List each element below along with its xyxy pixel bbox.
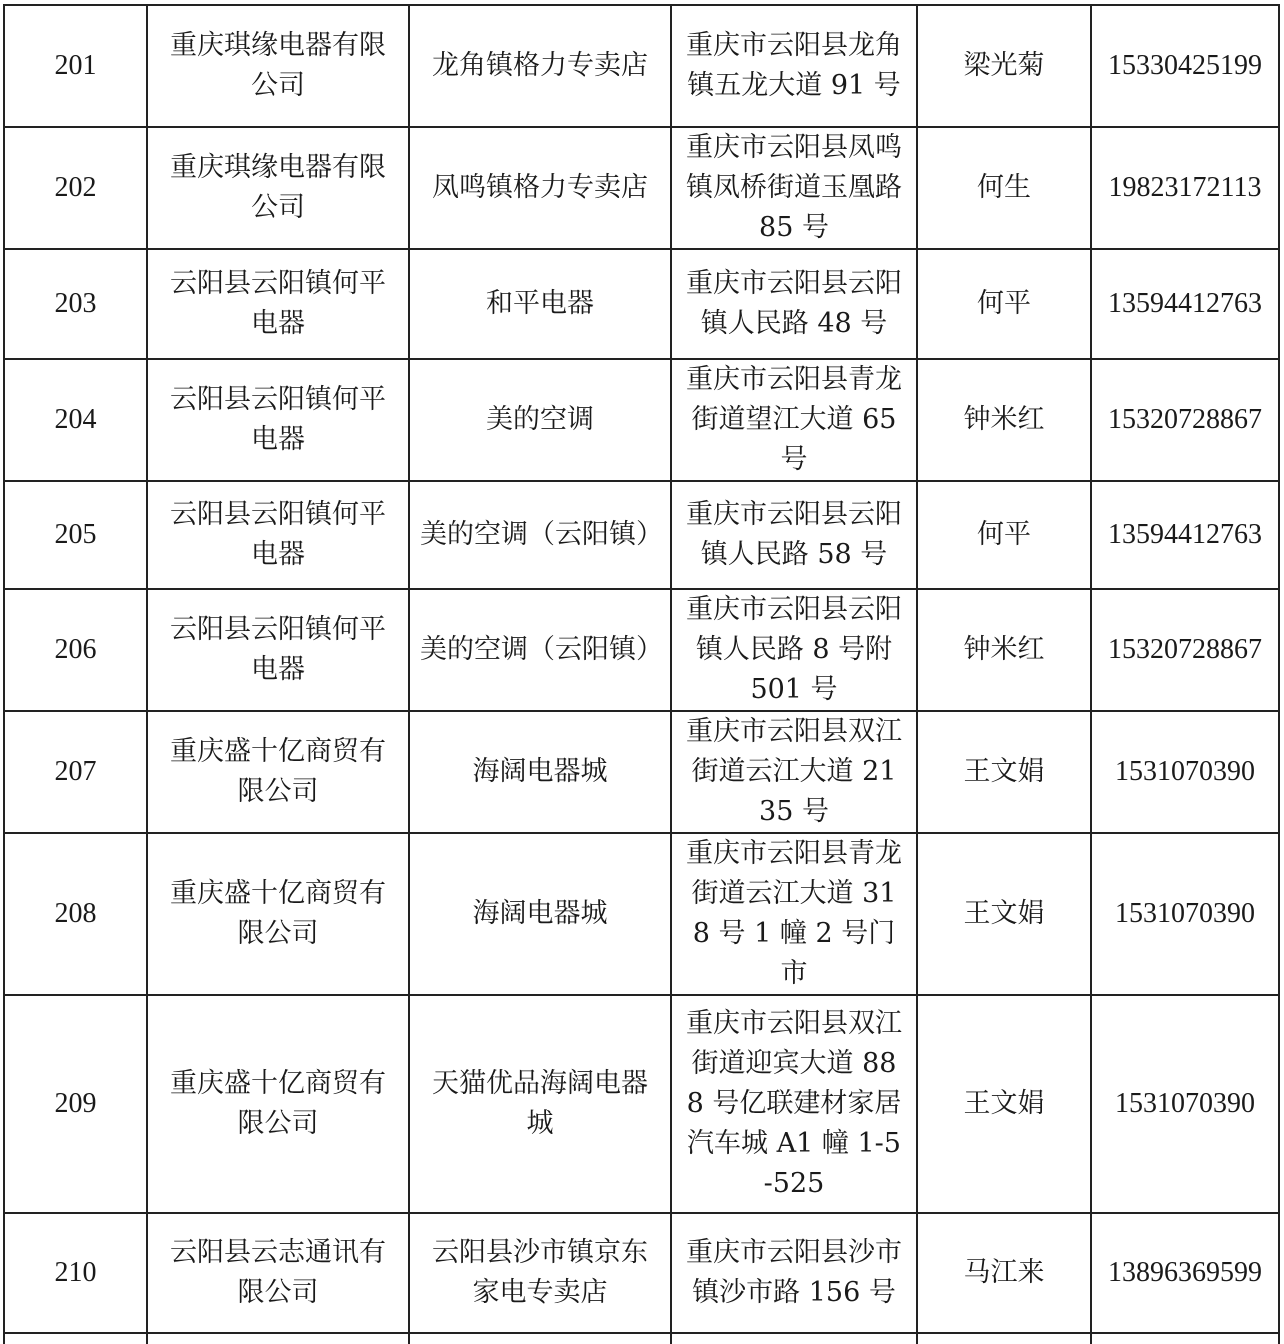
company-name: 云阳县云阳镇何平电器: [147, 589, 409, 711]
company-name: 云阳县云志通讯有限公司: [147, 1213, 409, 1333]
store-address: 重庆市云阳县青龙街道云江大道 318 号 1 幢 2 号门市: [671, 833, 917, 995]
contact-person: 何平: [917, 249, 1091, 359]
row-number: 205: [4, 481, 147, 589]
table-row: [4, 711, 1279, 833]
phone-number: 1531070390: [1091, 711, 1279, 833]
store-name: 海阔电器城: [409, 711, 671, 833]
row-number: 201: [4, 5, 147, 127]
phone-number: 13594412763: [1091, 481, 1279, 589]
table-row: [4, 481, 1279, 589]
table-cell-empty: [1091, 1333, 1279, 1344]
table-row: [4, 589, 1279, 711]
phone-number: 15330425199: [1091, 5, 1279, 127]
store-name: 天猫优品海阔电器城: [409, 995, 671, 1213]
contact-person: 何生: [917, 127, 1091, 249]
store-address: 重庆市云阳县龙角镇五龙大道 91 号: [671, 5, 917, 127]
contact-person: 马江来: [917, 1213, 1091, 1333]
table-row: [4, 833, 1279, 995]
row-number: 210: [4, 1213, 147, 1333]
row-number: 206: [4, 589, 147, 711]
table-cell-empty: [409, 1333, 671, 1344]
company-name: 重庆盛十亿商贸有限公司: [147, 711, 409, 833]
table-row: [4, 359, 1279, 481]
store-name: 海阔电器城: [409, 833, 671, 995]
table-cell-empty: [671, 1333, 917, 1344]
table-row: [4, 1213, 1279, 1333]
contact-person: 何平: [917, 481, 1091, 589]
company-name: 云阳县云阳镇何平电器: [147, 481, 409, 589]
store-name: 云阳县沙市镇京东家电专卖店: [409, 1213, 671, 1333]
contact-person: 钟米红: [917, 359, 1091, 481]
store-address: 重庆市云阳县沙市镇沙市路 156 号: [671, 1213, 917, 1333]
phone-number: 1531070390: [1091, 833, 1279, 995]
store-address: 重庆市云阳县双江街道迎宾大道 888 号亿联建材家居汽车城 A1 幢 1-5-525: [671, 995, 917, 1213]
company-name: 重庆琪缘电器有限公司: [147, 5, 409, 127]
phone-number: 13896369599: [1091, 1213, 1279, 1333]
store-name: 美的空调: [409, 359, 671, 481]
phone-number: 15320728867: [1091, 359, 1279, 481]
table-row: [4, 127, 1279, 249]
phone-number: 1531070390: [1091, 995, 1279, 1213]
company-name: 云阳县云阳镇何平电器: [147, 249, 409, 359]
row-number: 204: [4, 359, 147, 481]
store-address: 重庆市云阳县双江街道云江大道 2135 号: [671, 711, 917, 833]
table-cell-empty: [917, 1333, 1091, 1344]
phone-number: 15320728867: [1091, 589, 1279, 711]
store-address: 重庆市云阳县云阳镇人民路 48 号: [671, 249, 917, 359]
store-name: 和平电器: [409, 249, 671, 359]
store-name: 凤鸣镇格力专卖店: [409, 127, 671, 249]
dealer-table: [3, 4, 1280, 1344]
store-address: 重庆市云阳县青龙街道望江大道 65 号: [671, 359, 917, 481]
phone-number: 13594412763: [1091, 249, 1279, 359]
store-name: 美的空调（云阳镇）: [409, 589, 671, 711]
table-cell-empty: [4, 1333, 147, 1344]
company-name: 重庆盛十亿商贸有限公司: [147, 995, 409, 1213]
row-number: 202: [4, 127, 147, 249]
table-row-cut-off: [4, 1333, 1279, 1344]
table-row: [4, 5, 1279, 127]
store-address: 重庆市云阳县凤鸣镇凤桥街道玉凰路 85 号: [671, 127, 917, 249]
row-number: 209: [4, 995, 147, 1213]
store-name: 美的空调（云阳镇）: [409, 481, 671, 589]
row-number: 208: [4, 833, 147, 995]
table-cell-empty: [147, 1333, 409, 1344]
company-name: 重庆盛十亿商贸有限公司: [147, 833, 409, 995]
row-number: 203: [4, 249, 147, 359]
table-row: [4, 995, 1279, 1213]
phone-number: 19823172113: [1091, 127, 1279, 249]
store-address: 重庆市云阳县云阳镇人民路 58 号: [671, 481, 917, 589]
contact-person: 梁光菊: [917, 5, 1091, 127]
contact-person: 王文娟: [917, 833, 1091, 995]
contact-person: 钟米红: [917, 589, 1091, 711]
store-name: 龙角镇格力专卖店: [409, 5, 671, 127]
row-number: 207: [4, 711, 147, 833]
table-row: [4, 249, 1279, 359]
company-name: 重庆琪缘电器有限公司: [147, 127, 409, 249]
company-name: 云阳县云阳镇何平电器: [147, 359, 409, 481]
contact-person: 王文娟: [917, 995, 1091, 1213]
contact-person: 王文娟: [917, 711, 1091, 833]
store-address: 重庆市云阳县云阳镇人民路 8 号附 501 号: [671, 589, 917, 711]
